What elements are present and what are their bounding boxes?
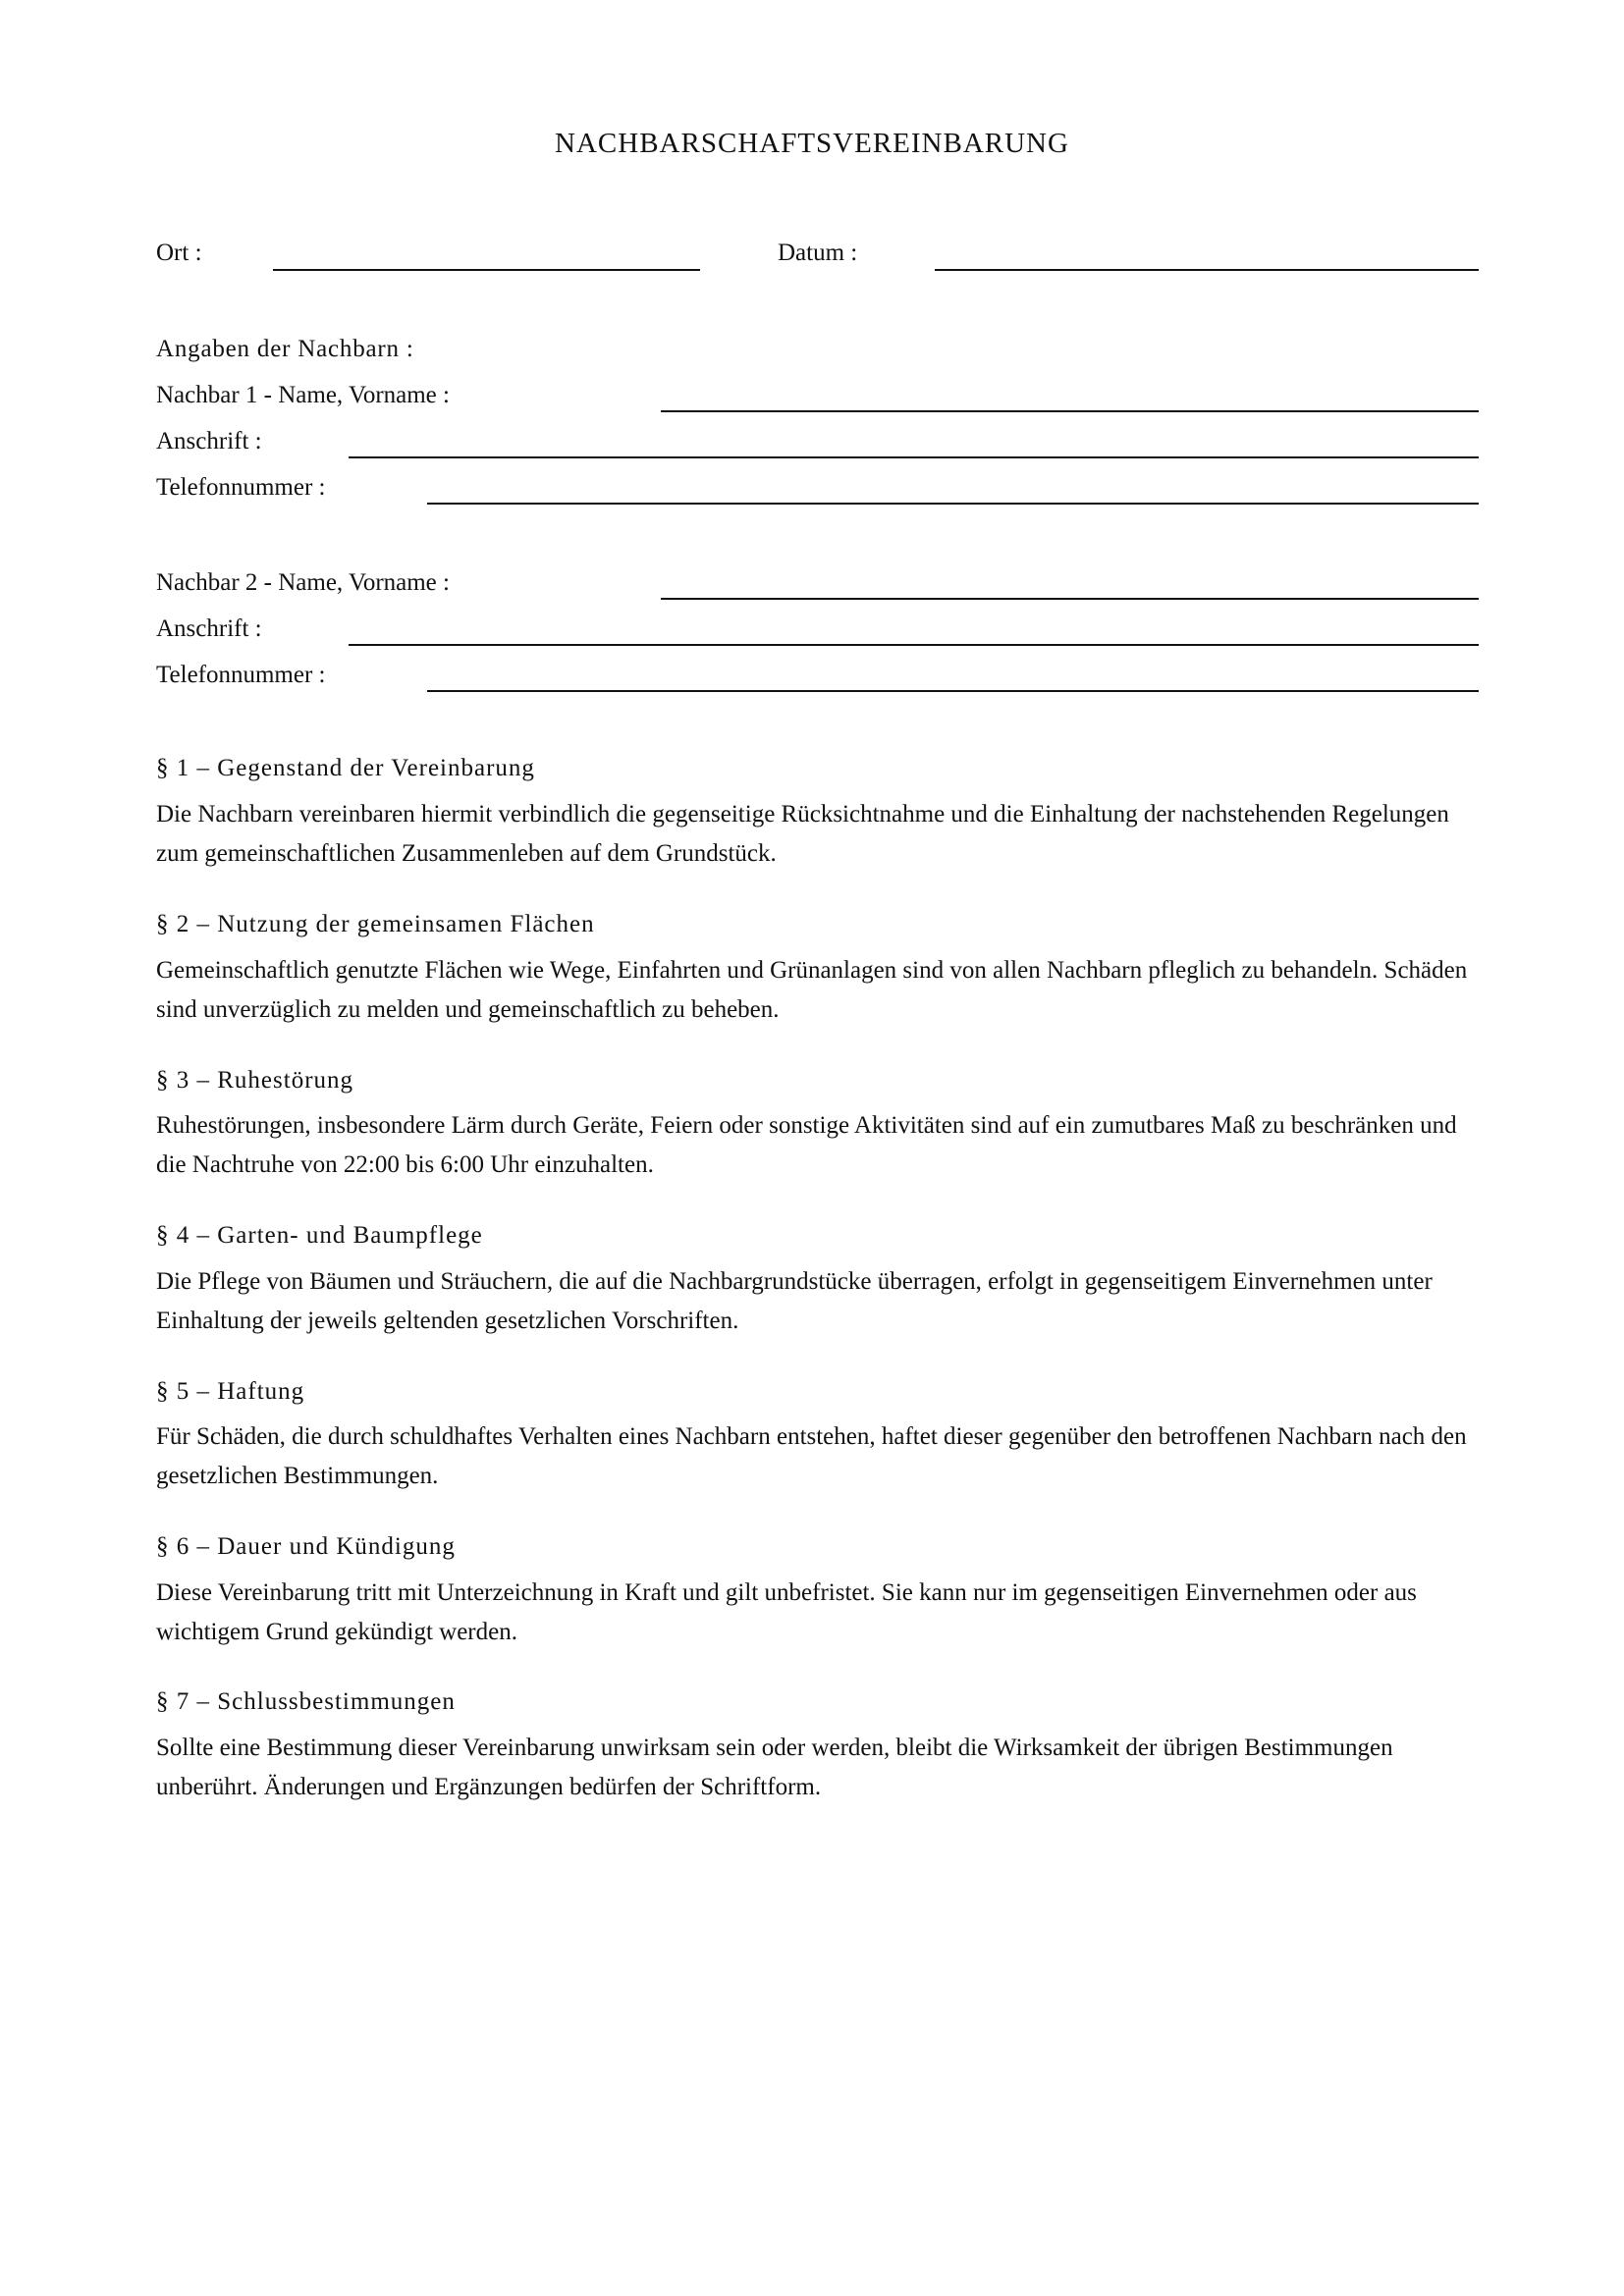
datum-input-line[interactable] [935,269,1479,271]
neighbor1-phone-label: Telefonnummer : [156,474,326,501]
neighbor1-phone-line[interactable] [427,503,1479,505]
neighbors-intro: Angaben der Nachbarn : [156,336,414,362]
neighbor2-name-line[interactable] [661,598,1479,600]
section-7-heading: § 7 – Schlussbestimmungen [156,1688,456,1715]
ort-label: Ort : [156,240,202,266]
ort-input-line[interactable] [273,269,700,271]
neighbor2-address-line[interactable] [349,644,1479,646]
section-3-body: Ruhestörungen, insbesondere Lärm durch Geräte, Feiern oder sonstige Aktivitäten sind auf ein zumutbares Maß zu beschränken und die Nachtruhe von 22:00 bis 6:00 Uhr einzuhalten. [156,1112,1457,1178]
neighbor1-name-label: Nachbar 1 - Name, Vorname : [156,382,450,408]
section-1-heading: § 1 – Gegenstand der Vereinbarung [156,755,535,781]
datum-label: Datum : [778,240,858,266]
section-5-body: Für Schäden, die durch schuldhaftes Verhalten eines Nachbarn entstehen, haftet dieser gegenüber den betroffenen Nachbarn nach den gesetzlichen Bestimmungen. [156,1423,1467,1489]
neighbor1-name-line[interactable] [661,410,1479,412]
section-2-heading: § 2 – Nutzung der gemeinsamen Flächen [156,911,595,937]
section-2-body: Gemeinschaftlich genutzte Flächen wie Wege, Einfahrten und Grünanlagen sind von allen Nachbarn pfleglich zu behandeln. Schäden sind unverzüglich zu melden und gemeinschaftlich zu beheben. [156,957,1468,1023]
section-6-body: Diese Vereinbarung tritt mit Unterzeichnung in Kraft und gilt unbefristet. Sie kann nur im gegenseitigen Einvernehmen oder aus wichtigem Grund gekündigt werden. [156,1579,1417,1645]
neighbor1-address-line[interactable] [349,456,1479,458]
section-5-heading: § 5 – Haftung [156,1378,305,1405]
neighbor2-phone-line[interactable] [427,690,1479,692]
neighbor2-name-label: Nachbar 2 - Name, Vorname : [156,569,450,596]
section-3-heading: § 3 – Ruhestörung [156,1067,354,1094]
section-1-body: Die Nachbarn vereinbaren hiermit verbindlich die gegenseitige Rücksichtnahme und die Einhaltung der nachstehenden Regelungen zum gemeinschaftlichen Zusammenleben auf dem Grundstück. [156,801,1449,867]
section-4-body: Die Pflege von Bäumen und Sträuchern, die auf die Nachbargrundstücke überragen, erfolgt in gegenseitigem Einvernehmen unter Einhaltung der jeweils geltenden gesetzlichen Vorschriften. [156,1268,1433,1334]
section-4-heading: § 4 – Garten- und Baumpflege [156,1222,483,1249]
neighbor2-address-label: Anschrift : [156,615,262,642]
section-7-body: Sollte eine Bestimmung dieser Vereinbarung unwirksam sein oder werden, bleibt die Wirksamkeit der übrigen Bestimmungen unberührt. Änderungen und Ergänzungen bedürfen der Schriftform. [156,1735,1393,1800]
section-6-heading: § 6 – Dauer und Kündigung [156,1533,456,1560]
neighbor1-address-label: Anschrift : [156,428,262,454]
document-title: NACHBARSCHAFTSVEREINBARUNG [555,128,1069,159]
neighbor2-phone-label: Telefonnummer : [156,662,326,688]
